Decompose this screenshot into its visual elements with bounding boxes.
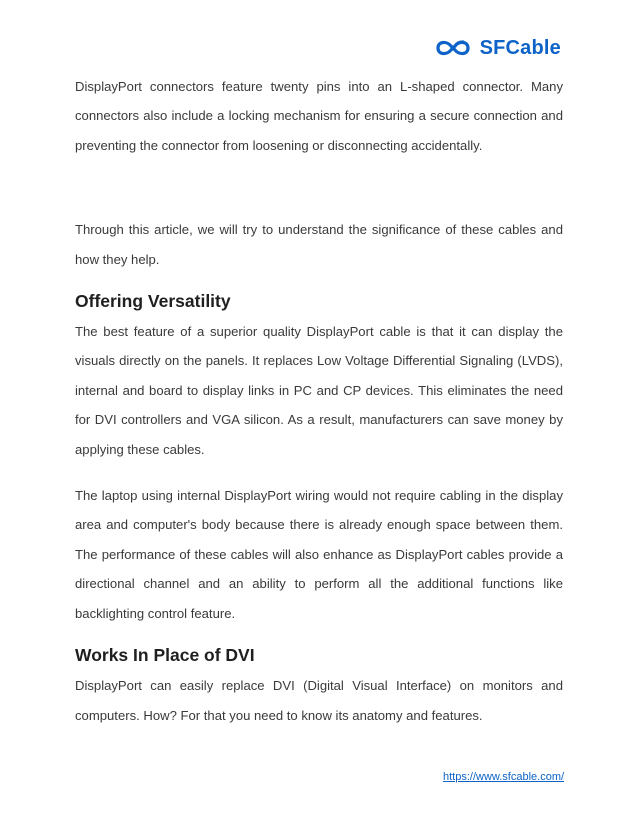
paragraph-laptop: The laptop using internal DisplayPort wiring would not require cabling in the display area and computer's body because there is already enough space between them. The performance of these cables will also enhance as DisplayPort cables provide a directional channel and an ability to perform all the additional functions like backlighting control feature. [75,488,563,621]
article-body [75,72,563,730]
paragraph-best-feature: The best feature of a superior quality DisplayPort cable is that it can display the visuals directly on the panels. It replaces Low Voltage Differential Signaling (LVDS), internal and board to display links in PC and CP devices. This eliminates the need for DVI controllers and VGA silicon. As a result, manufacturers can save money by applying these cables. [75,324,563,457]
brand-logo [434,36,561,60]
paragraph-connectors: DisplayPort connectors feature twenty pins into an L-shaped connector. Many connectors also include a locking mechanism for ensuring a secure connection and preventing the connector from loosening or disconnecting accidentally. [75,79,563,153]
paragraph-replace-dvi: DisplayPort can easily replace DVI (Digital Visual Interface) on monitors and computers. How? For that you need to know its anatomy and features. [75,678,563,723]
footer-url-link[interactable]: https://www.sfcable.com/ [443,771,565,783]
interlinked-loops-icon [434,36,476,60]
heading-offering-versatility: Offering Versatility [75,291,231,312]
logo-text: SFCable [479,36,561,59]
heading-works-in-place-of-dvi: Works In Place of DVI [75,645,255,666]
paragraph-intro: Through this article, we will try to understand the significance of these cables and how they help. [75,222,563,267]
